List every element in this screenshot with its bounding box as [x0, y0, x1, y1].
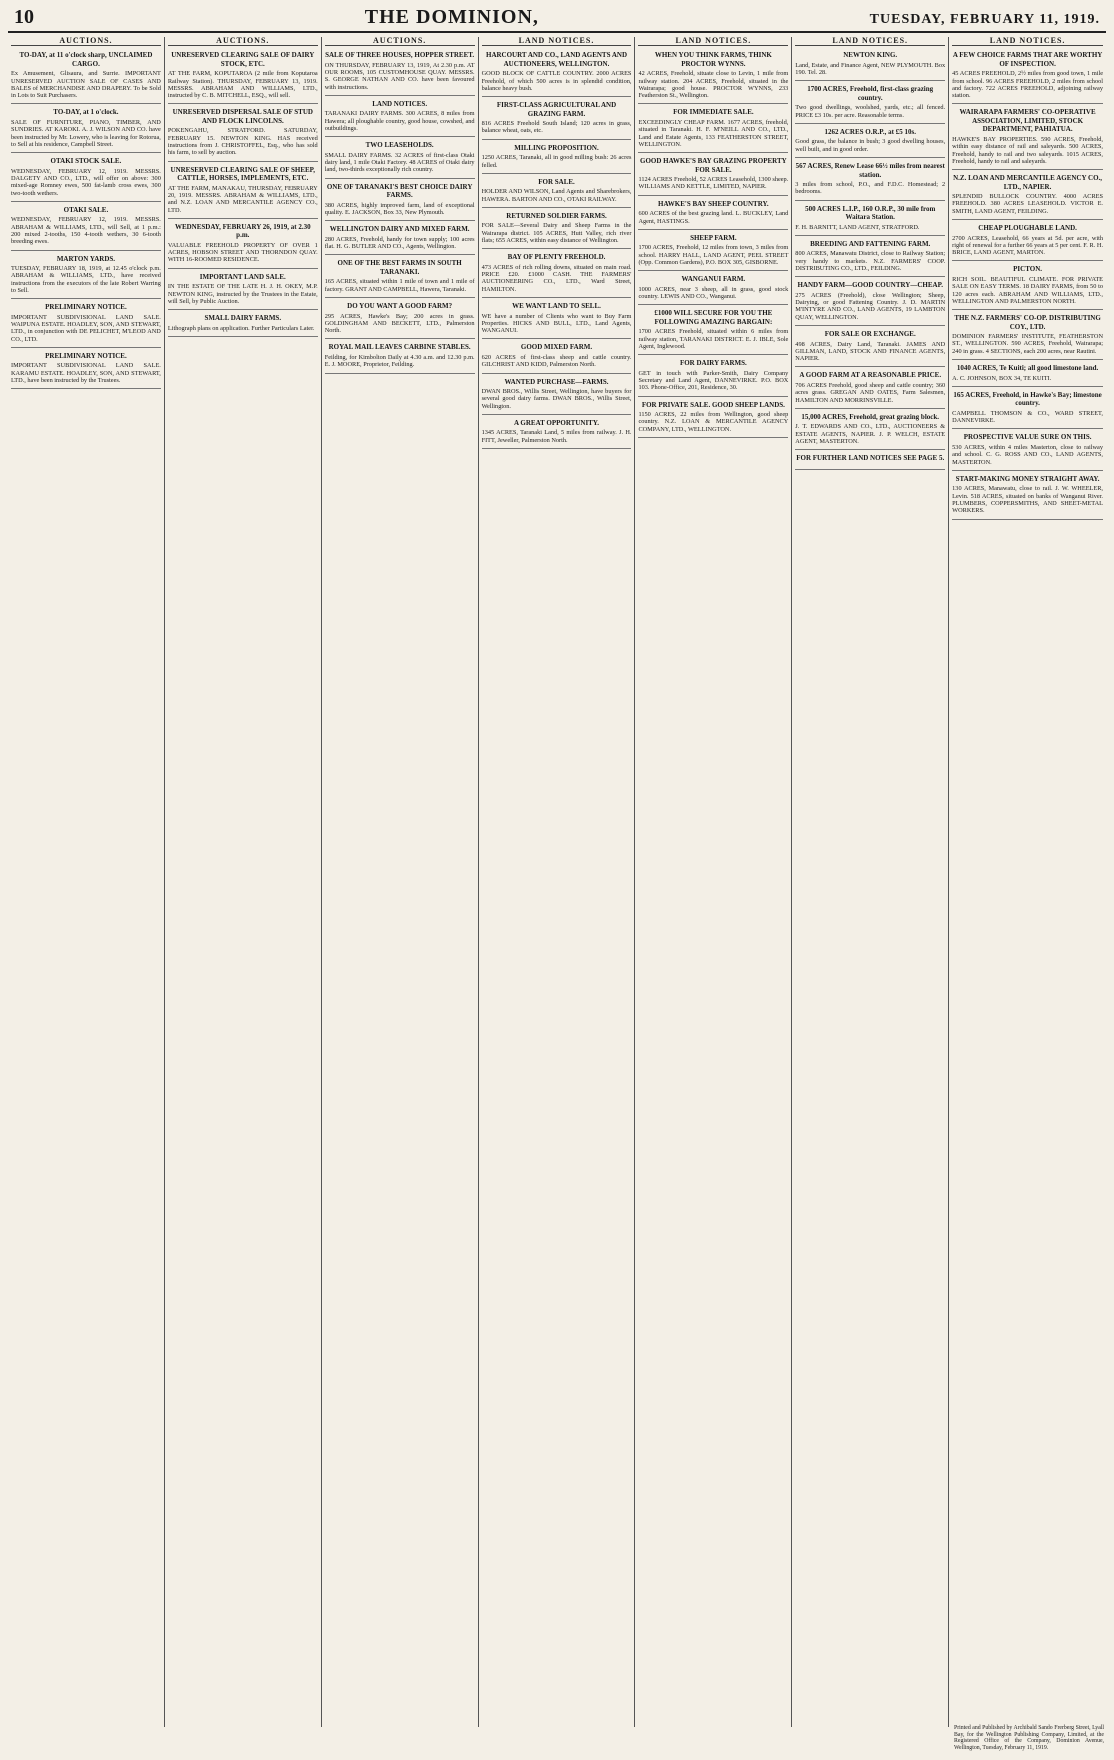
ad-title: IMPORTANT LAND SALE.	[199, 272, 286, 281]
advertisement	[952, 49, 1103, 104]
ad-title: LAND NOTICES.	[372, 99, 428, 108]
ad-title: SMALL DAIRY FARMS.	[204, 314, 282, 323]
ad-title: TO-DAY, at 11 o'clock sharp, UNCLAIMED CARGO.	[19, 51, 153, 68]
advertisement	[795, 411, 945, 450]
ad-title: THE N.Z. FARMERS' CO-OP. DISTRIBUTING COY., LTD.	[954, 314, 1101, 331]
ad-title: 567 ACRES, Renew Lease 66½ miles from nearest station.	[795, 162, 945, 179]
ad-body: 530 ACRES, within 4 miles Masterton, close to railway and school. C. G. ROSS AND CO., LAND AGENTS, MASTERTON.	[952, 443, 1104, 466]
ad-title: HAWKE'S BAY SHEEP COUNTRY.	[658, 199, 769, 208]
advertisement	[11, 253, 161, 300]
ad-title: PRELIMINARY NOTICE.	[45, 351, 127, 360]
ad-title: SHEEP FARM.	[690, 233, 737, 242]
advertisement	[482, 417, 632, 449]
advertisement	[795, 279, 945, 326]
column-2	[165, 37, 322, 1727]
column-heading: LAND NOTICES.	[952, 37, 1103, 46]
ad-body: 275 ACRES (Freehold), close Wellington; Sheep, Dairying, or good Fattening Country. J. D. MARTIN M'INTYRE AND CO., LAND AGENTS, 19 LAMBTON QUAY, WELLINGTON.	[795, 291, 946, 321]
ad-title: UNRESERVED CLEARING SALE OF DAIRY STOCK, ETC.	[171, 51, 315, 68]
advertisement	[638, 106, 788, 153]
ad-body: ON THURSDAY, FEBRUARY 13, 1919, At 2.30 p.m. AT OUR ROOMS, 105 CUSTOMHOUSE QUAY. MESSRS. S. GEORGE NATHAN AND CO. have been favoured with instructions.	[324, 61, 475, 91]
ad-body: GOOD BLOCK OF CATTLE COUNTRY. 2000 ACRES Freehold, of which 500 acres is in splendid condition, balance heavy bush.	[481, 70, 632, 92]
advertisement	[325, 49, 475, 96]
ad-title: NEWTON KING.	[843, 51, 898, 60]
ad-title: FOR SALE OR EXCHANGE.	[824, 330, 916, 339]
ad-body: 42 ACRES, Freehold, situate close to Levin, 1 mile from railway station. 204 ACRES, Freehold, situated in the Wairarapa; good house. PROCTOR WYNNS, 233 Featherston St., Wellington.	[638, 70, 789, 100]
advertisement	[168, 106, 318, 161]
ad-body: 2700 ACRES, Leasehold, 66 years at 5d. per acre, with right of renewal for a further 66 years at 5 per cent. F. R. H. BRICE, LAND AGENT, MARTON.	[952, 234, 1104, 257]
advertisement	[11, 49, 161, 104]
ad-body: DWAN BROS., Willis Street, Wellington, have buyers for several good dairy farms. DWAN BROS., Willis Street, Wellington.	[481, 388, 632, 410]
advertisement	[952, 473, 1103, 520]
ad-body: Lithograph plans on application. Further Particulars Later.	[167, 324, 315, 332]
ad-body: SMALL DAIRY FARMS. 32 ACRES of first-class Otaki dairy land, 1 mile Otaki Factory. 48 ACRES of Otaki dairy land, two-thirds exceptionally rich country.	[324, 151, 475, 174]
advertisement	[11, 350, 161, 389]
advertisement	[638, 198, 788, 230]
advertisement	[482, 376, 632, 415]
ad-title: UNRESERVED DISPERSAL SALE OF STUD AND FLOCK LINCOLNS.	[172, 108, 313, 125]
column-4	[479, 37, 636, 1727]
ad-title: WELLINGTON DAIRY AND MIXED FARM.	[329, 225, 470, 234]
ad-title: PRELIMINARY NOTICE.	[45, 303, 127, 312]
ad-body: 1124 ACRES Freehold, 52 ACRES Leasehold, 1300 sheep. WILLIAMS AND KETTLE, LIMITED, NAPIER.	[638, 176, 789, 191]
ad-title: SALE OF THREE HOUSES, HOPPER STREET.	[325, 51, 475, 60]
advertisement	[638, 232, 788, 271]
ad-title: CHEAP PLOUGHABLE LAND.	[978, 224, 1077, 233]
advertisement	[168, 221, 318, 269]
ad-title: 1700 ACRES, Freehold, first-class grazing country.	[807, 85, 934, 102]
ad-body: 3 miles from school, P.O., and F.D.C. Homestead; 2 bedrooms.	[795, 181, 946, 196]
advertisement	[168, 271, 318, 310]
ad-title: UNRESERVED CLEARING SALE OF SHEEP, CATTLE, HORSES, IMPLEMENTS, ETC.	[170, 165, 316, 183]
ad-title: 1040 ACRES, Te Kuiti; all good limestone land.	[956, 364, 1099, 373]
advertisement	[638, 273, 788, 305]
ad-title: HANDY FARM—GOOD COUNTRY—CHEAP.	[797, 281, 943, 290]
advertisement	[325, 300, 475, 339]
ad-body: 1000 ACRES, near 3 sheep, all in grass, good stock country. LEWIS AND CO., Wanganui.	[638, 285, 789, 301]
ad-body: DOMINION FARMERS' INSTITUTE, FEATHERSTON ST., WELLINGTON. 590 ACRES, Freehold, Wairarapa; 240 in grass. 4 SECTIONS, each 200 acres, near Rautini.	[952, 333, 1104, 355]
ad-body: HOLDER AND WILSON, Land Agents and Sharebrokers, HAWERA. BARTON AND CO., OTAKI RAILWAY.	[481, 188, 632, 203]
ad-title: PROSPECTIVE VALUE SURE ON THIS.	[963, 433, 1092, 442]
advertisement	[638, 357, 788, 396]
ad-body: 280 ACRES, Freehold, handy for town supply; 100 acres flat. H. G. BUTLER AND CO., Agents, Wellington.	[324, 235, 475, 251]
column-heading: AUCTIONS.	[11, 37, 161, 46]
ad-title: DO YOU WANT A GOOD FARM?	[347, 302, 453, 311]
advertisement	[795, 83, 945, 124]
ad-body: POKENGAHU, STRATFORD. SATURDAY, FEBRUARY 15. NEWTON KING. HAS received instructions from J. CHRISTOFFEL, Esq., who has sold his farm, to sell by auction.	[167, 127, 318, 157]
ad-body: SALE OF FURNITURE, PIANO, TIMBER, AND SUNDRIES. AT KAROKI. A. J. WILSON AND CO. have been instructed by Mr. Lowery, who is leaving for Rotorua, to Sell at his residence, Campbell Street.	[11, 118, 161, 148]
advertisement	[11, 155, 161, 202]
advertisement	[325, 181, 475, 222]
column-3	[322, 37, 479, 1727]
ad-title: TWO LEASEHOLDS.	[365, 141, 434, 150]
ad-body: A. C. JOHNSON, BOX 34, TE KUITI.	[952, 374, 1052, 382]
advertisement	[325, 223, 475, 255]
ad-title: 165 ACRES, Freehold, in Hawke's Bay; limestone country.	[953, 390, 1102, 408]
ad-title: BAY OF PLENTY FREEHOLD.	[507, 253, 606, 262]
advertisement	[952, 222, 1103, 261]
ad-body: F. H. BARNITT, LAND AGENT, STRATFORD.	[795, 223, 920, 231]
ad-title: WE WANT LAND TO SELL.	[512, 302, 601, 311]
ad-body: 1150 ACRES, 22 miles from Wellington, good sheep country. N.Z. LOAN & MERCANTILE AGENCY COMPANY, LTD., WELLINGTON.	[638, 411, 789, 433]
ad-title: HARCOURT AND CO., LAND AGENTS AND AUCTIONEERS, WELLINGTON.	[486, 51, 628, 68]
ad-body: CAMPBELL THOMSON & CO., WARD STREET, DANNEVIRKE.	[952, 409, 1104, 425]
column-7	[949, 37, 1106, 1727]
advertisement	[11, 106, 161, 153]
columns	[8, 37, 1106, 1727]
column-heading: AUCTIONS.	[168, 37, 318, 46]
ad-title: FOR FURTHER LAND NOTICES SEE PAGE 5.	[796, 454, 945, 463]
masthead	[8, 6, 1106, 33]
advertisement	[482, 300, 632, 339]
ad-body: 620 ACRES of first-class sheep and cattle country. GILCHRIST AND KIDD, Palmerston North.	[481, 353, 632, 369]
ad-body: 165 ACRES, situated within 1 mile of town and 1 mile of factory. GRANT AND CAMPBELL, Hawera, Taranaki.	[324, 278, 475, 293]
ad-body: 800 ACRES, Manawatu District, close to Railway Station; very handy to markets. N.Z. FARMERS' COOP. DISTRIBUTING CO., LTD., FEILDING.	[795, 250, 946, 273]
ad-title: WAIRARAPA FARMERS' CO-OPERATIVE ASSOCIATION, LIMITED, STOCK DEPARTMENT, PAHIATUA.	[959, 108, 1096, 134]
ad-title: GOOD HAWKE'S BAY GRAZING PROPERTY FOR SALE.	[640, 157, 787, 174]
ad-body: 473 ACRES of rich rolling downs, situated on main road. PRICE £20. £1000 CASH. THE FARMERS' AUCTIONEERING CO., LTD., Ward Street, HAMILTON.	[481, 263, 632, 293]
ad-body: 130 ACRES, Manawatu, close to rail. J. W. WHEELER, Levin. 518 ACRES, situated on banks of Wanganui River. PLUMBERS, COPPERSMITHS, AND SHEET-METAL WORKERS.	[952, 485, 1104, 515]
ad-title: BREEDING AND FATTENING FARM.	[810, 239, 931, 248]
ad-title: ONE OF TARANAKI'S BEST CHOICE DAIRY FARMS.	[326, 182, 473, 200]
advertisement	[325, 341, 475, 373]
column-6	[792, 37, 949, 1727]
advertisement	[952, 362, 1103, 387]
advertisement	[638, 399, 788, 438]
ad-title: START-MAKING MONEY STRAIGHT AWAY.	[955, 474, 1100, 483]
ad-body: AT THE FARM, KOPUTAROA (2 mile from Koputaroa Railway Station). THURSDAY, FEBRUARY 13, 1919. MESSRS. ABRAHAM AND WILLIAMS, LTD., instructed by C. B. MITCHELL, ESQ., will sell.	[167, 70, 318, 100]
ad-title: A GREAT OPPORTUNITY.	[514, 418, 600, 427]
ad-title: OTAKI SALE.	[63, 205, 109, 214]
advertisement	[325, 257, 475, 298]
ad-body: WEDNESDAY, FEBRUARY 12, 1919. MESSRS. ABRAHAM & WILLIAMS, LTD., will Sell, at 1 p.m.: 200 mixed 2-tooths, 150 4-tooth wethers, 30 6-tooth breeding ewes.	[11, 216, 161, 246]
ad-body: VALUABLE FREEHOLD PROPERTY OF OVER 1 ACRES, HOBSON STREET AND THORNDON QUAY. WITH 16-ROOMED RESIDENCE.	[167, 241, 318, 264]
advertisement	[11, 301, 161, 348]
ad-body: 816 ACRES Freehold South Island; 120 acres in grass, balance wheat, oats, etc.	[481, 120, 632, 135]
ad-title: £1000 WILL SECURE FOR YOU THE FOLLOWING AMAZING BARGAIN:	[654, 309, 773, 326]
advertisement	[168, 312, 318, 337]
ad-title: A FEW CHOICE FARMS THAT ARE WORTHY OF INSPECTION.	[952, 51, 1103, 68]
advertisement	[482, 99, 632, 140]
ad-title: FOR PRIVATE SALE. GOOD SHEEP LANDS.	[641, 400, 785, 409]
advertisement	[168, 164, 318, 219]
advertisement	[168, 49, 318, 104]
column-heading: LAND NOTICES.	[795, 37, 945, 46]
advertisement	[482, 251, 632, 298]
ad-body: 498 ACRES, Dairy Land, Taranaki. JAMES AND GILLMAN, LAND, STOCK AND FINANCE AGENTS, NAPIER.	[795, 340, 946, 363]
advertisement	[795, 369, 945, 408]
ad-title: WEDNESDAY, FEBRUARY 26, 1919, at 2.30 p.m.	[174, 222, 311, 240]
advertisement	[638, 155, 788, 196]
advertisement	[795, 126, 945, 158]
ad-title: A GOOD FARM AT A REASONABLE PRICE.	[799, 371, 942, 380]
advertisement	[482, 142, 632, 174]
advertisement	[795, 238, 945, 277]
ad-title: PICTON.	[1013, 265, 1043, 274]
ad-body: WEDNESDAY, FEBRUARY 12, 1919. MESSRS. DALGETY AND CO., LTD., will offer on above: 300 mixed-age Romney ewes, 500 fat-lamb cross ewes, 300 two-tooth wethers.	[11, 167, 161, 197]
column-heading: AUCTIONS.	[325, 37, 475, 46]
advertisement	[952, 263, 1103, 310]
ad-body: HAWKE'S BAY PROPERTIES. 590 ACRES, Freehold, within easy distance of rail and saleyards. 500 ACRES, Freehold, handy to rail and two saleyards. 1015 ACRES, Freehold, handy to rail and saleyards.	[952, 135, 1104, 165]
ad-body: Feilding, for Kimbolton Daily at 4.30 a.m. and 12.30 p.m. E. J. MOORE, Proprietor, Feilding.	[324, 353, 475, 369]
advertisement	[11, 204, 161, 251]
ad-body: Two good dwellings, woolshed, yards, etc.; all fenced. PRICE £3 10s. per acre. Reasonable terms.	[795, 104, 946, 119]
ad-body: 706 ACRES Freehold, good sheep and cattle country; 360 acres grass. GREGAN AND OATES, Farm Salesmen, HAMILTON AND MORRINSVILLE.	[795, 381, 946, 404]
issue-date: TUESDAY, FEBRUARY 11, 1919.	[869, 12, 1100, 27]
ad-title: WANTED PURCHASE—FARMS.	[504, 377, 609, 386]
ad-body: WE have a number of Clients who want to Buy Farm Properties. HICKS AND BULL, LTD., Land Agents, WANGANUI.	[481, 312, 632, 335]
advertisement	[952, 312, 1103, 360]
ad-body: 295 ACRES, Hawke's Bay; 200 acres in grass. GOLDINGHAM AND BECKETT, LTD., Palmerston North.	[324, 312, 475, 335]
column-5	[635, 37, 792, 1727]
ad-title: FOR IMMEDIATE SALE.	[673, 108, 754, 117]
ad-body: Ex Amusement, Glisaura, and Surrie. IMPORTANT UNRESERVED AUCTION SALE OF CASES AND BALES of MERCHANDISE AND DRAPERY. To be Sold in Lots to Suit Purchasers.	[11, 70, 161, 100]
ad-body: 1700 ACRES, Freehold, 12 miles from town, 3 miles from school. HARRY HALL, LAND AGENT, PEEL STREET (Opp. Common Gardens), P.O. BOX 305, GISBORNE.	[638, 244, 789, 266]
advertisement	[325, 139, 475, 178]
page-number: 10	[14, 6, 34, 28]
ad-title: N.Z. LOAN AND MERCANTILE AGENCY CO., LTD., NAPIER.	[953, 174, 1103, 191]
ad-body: 1700 ACRES Freehold, situated within 6 miles from railway station, TARANAKI DISTRICT. E. J. IBLE, Sole Agent, Inglewood.	[638, 328, 789, 350]
advertisement	[482, 341, 632, 373]
ad-body: GET in touch with Parker-Smith, Dairy Company Secretary and Land Agent, DANNEVIRKE. P.O. BOX 103. Phone-Office, 201, Residence, 30.	[638, 369, 789, 392]
column-heading: LAND NOTICES.	[638, 37, 788, 46]
ad-title: RETURNED SOLDIER FARMS.	[506, 211, 607, 220]
advertisement	[952, 172, 1103, 220]
advertisement	[952, 389, 1103, 430]
ad-body: TUESDAY, FEBRUARY 18, 1919, at 12.45 o'clock p.m. ABRAHAM & WILLIAMS, LTD., have received instructions from the executors of the late Robert Warring to Sell.	[11, 265, 161, 294]
column-heading: LAND NOTICES.	[482, 37, 632, 46]
ad-body: 600 ACRES of the best grazing land. L. BUCKLEY, Land Agent, HASTINGS.	[638, 210, 789, 225]
ad-body: 380 ACRES, highly improved farm, land of exceptional quality. E. JACKSON, Box 33, New Plymouth.	[324, 201, 475, 217]
advertisement	[482, 49, 632, 97]
ad-body: TARANAKI DAIRY FARMS. 300 ACRES, 8 miles from Hawera; all ploughable country, good house, cowshed, and outbuildings.	[324, 110, 475, 133]
advertisement	[795, 203, 945, 236]
ad-title: WHEN YOU THINK FARMS, THINK PROCTOR WYNNS.	[654, 51, 772, 68]
ad-title: GOOD MIXED FARM.	[520, 343, 593, 352]
ad-title: FOR SALE.	[538, 177, 575, 186]
advertisement	[482, 210, 632, 249]
ad-body: AT THE FARM, MANAKAU, THURSDAY, FEBRUARY 20, 1919. MESSRS. ABRAHAM & WILLIAMS, LTD., and N.Z. LOAN AND MERCANTILE AGENCY CO., LTD.	[167, 184, 318, 214]
advertisement	[638, 307, 788, 355]
ad-body: EXCEEDINGLY CHEAP FARM. 1677 ACRES, freehold, situated in Taranaki. H. F. M'NEILL AND CO., LTD., Land and Estate Agents, 133 FEATHERSTON STREET, WELLINGTON.	[638, 118, 789, 148]
ad-title: 1262 ACRES O.R.P., at £5 10s.	[824, 127, 916, 136]
ad-body: IMPORTANT SUBDIVISIONAL LAND SALE. WAIPUNA ESTATE. HOADLEY, SON, AND STEWART, LTD., in conjunction with DE PELICHET, M'LEOD AND CO., LTD.	[11, 313, 161, 343]
ad-body: SPLENDID BULLOCK COUNTRY. 4000 ACRES FREEHOLD. 380 ACRES LEASEHOLD. VICTOR E. SMITH, LAND AGENT, FEILDING.	[952, 193, 1104, 215]
ad-title: TO-DAY, at 1 o'clock.	[53, 108, 119, 117]
advertisement	[795, 328, 945, 367]
newspaper-title: THE DOMINION,	[364, 6, 539, 28]
ad-body: 45 ACRES FREEHOLD, 2½ miles from good town, 1 mile from school. 96 ACRES FREEHOLD, 2 miles from school and factory. 722 ACRES FREEHOLD, adjoining railway station.	[952, 70, 1104, 100]
ad-body: Land, Estate, and Finance Agent, NEW PLYMOUTH. Box 190. Tel. 28.	[795, 61, 946, 77]
advertisement	[795, 452, 945, 470]
ad-title: 15,000 ACRES, Freehold, great grazing block.	[801, 412, 940, 421]
ad-body: Good grass, the balance in bush; 3 good dwelling houses, well built, and in good order.	[795, 138, 946, 153]
column-1	[8, 37, 165, 1727]
ad-body: IN THE ESTATE OF THE LATE H. J. H. OKEY, M.P. NEWTON KING, instructed by the Trustees in the Estate, will Sell, by Public Auction.	[167, 283, 318, 305]
ad-body: IMPORTANT SUBDIVISIONAL LAND SALE. KARAMU ESTATE. HOADLEY, SON, AND STEWART, LTD., have been instructed by the Trustees.	[11, 362, 161, 385]
ad-body: FOR SALE—Several Dairy and Sheep Farms in the Wairarapa district. 105 ACRES, Hutt Valley, rich river flats; 655 ACRES, within easy distance of Wellington.	[481, 222, 632, 245]
advertisement	[795, 160, 945, 201]
advertisement	[482, 176, 632, 208]
ad-body: 1250 ACRES, Taranaki, all in good milling bush: 26 acres felled.	[481, 154, 632, 169]
ad-body: J. T. EDWARDS AND CO., LTD., AUCTIONEERS & ESTATE AGENTS, NAPIER. J. P. WELCH, ESTATE AGENT, MASTERTON.	[795, 423, 946, 445]
ad-title: OTAKI STOCK SALE.	[50, 157, 122, 166]
ad-title: MARTON YARDS.	[56, 254, 116, 263]
ad-title: FIRST-CLASS AGRICULTURAL AND GRAZING FARM.	[496, 101, 617, 118]
ad-title: WANGANUI FARM.	[681, 275, 746, 284]
advertisement	[325, 98, 475, 137]
advertisement	[795, 49, 945, 81]
ad-title: 500 ACRES L.I.P., 160 O.R.P., 30 mile from Waitara Station.	[805, 204, 936, 222]
ad-body: 1345 ACRES, Taranaki Land, 5 miles from railway. J. H. FITT, Jeweller, Palmerston North.	[481, 429, 632, 444]
advertisement	[638, 49, 788, 104]
ad-title: ONE OF THE BEST FARMS IN SOUTH TARANAKI.	[337, 259, 462, 276]
imprint: Printed and Published by Archibald Sando Frerberg Street, Lyall Bay, for the Wellington Publishing Company, Limited, at the Registered Office of the Company, Dominion Avenue, Wellington, Tuesday, February 11, 1919.	[954, 1724, 1104, 1752]
ad-title: FOR DAIRY FARMS.	[679, 359, 747, 368]
ad-title: MILLING PROPOSITION.	[514, 143, 599, 152]
ad-body: RICH SOIL. BEAUTIFUL CLIMATE. FOR PRIVATE SALE ON EASY TERMS. 18 DAIRY FARMS, from 50 to 120 acres each. ABRAHAM AND WILLIAMS, LTD., WELLINGTON AND PALMERSTON NORTH.	[952, 275, 1104, 305]
advertisement	[952, 431, 1103, 470]
ad-title: ROYAL MAIL LEAVES CARBINE STABLES.	[328, 343, 471, 352]
advertisement	[952, 106, 1103, 170]
